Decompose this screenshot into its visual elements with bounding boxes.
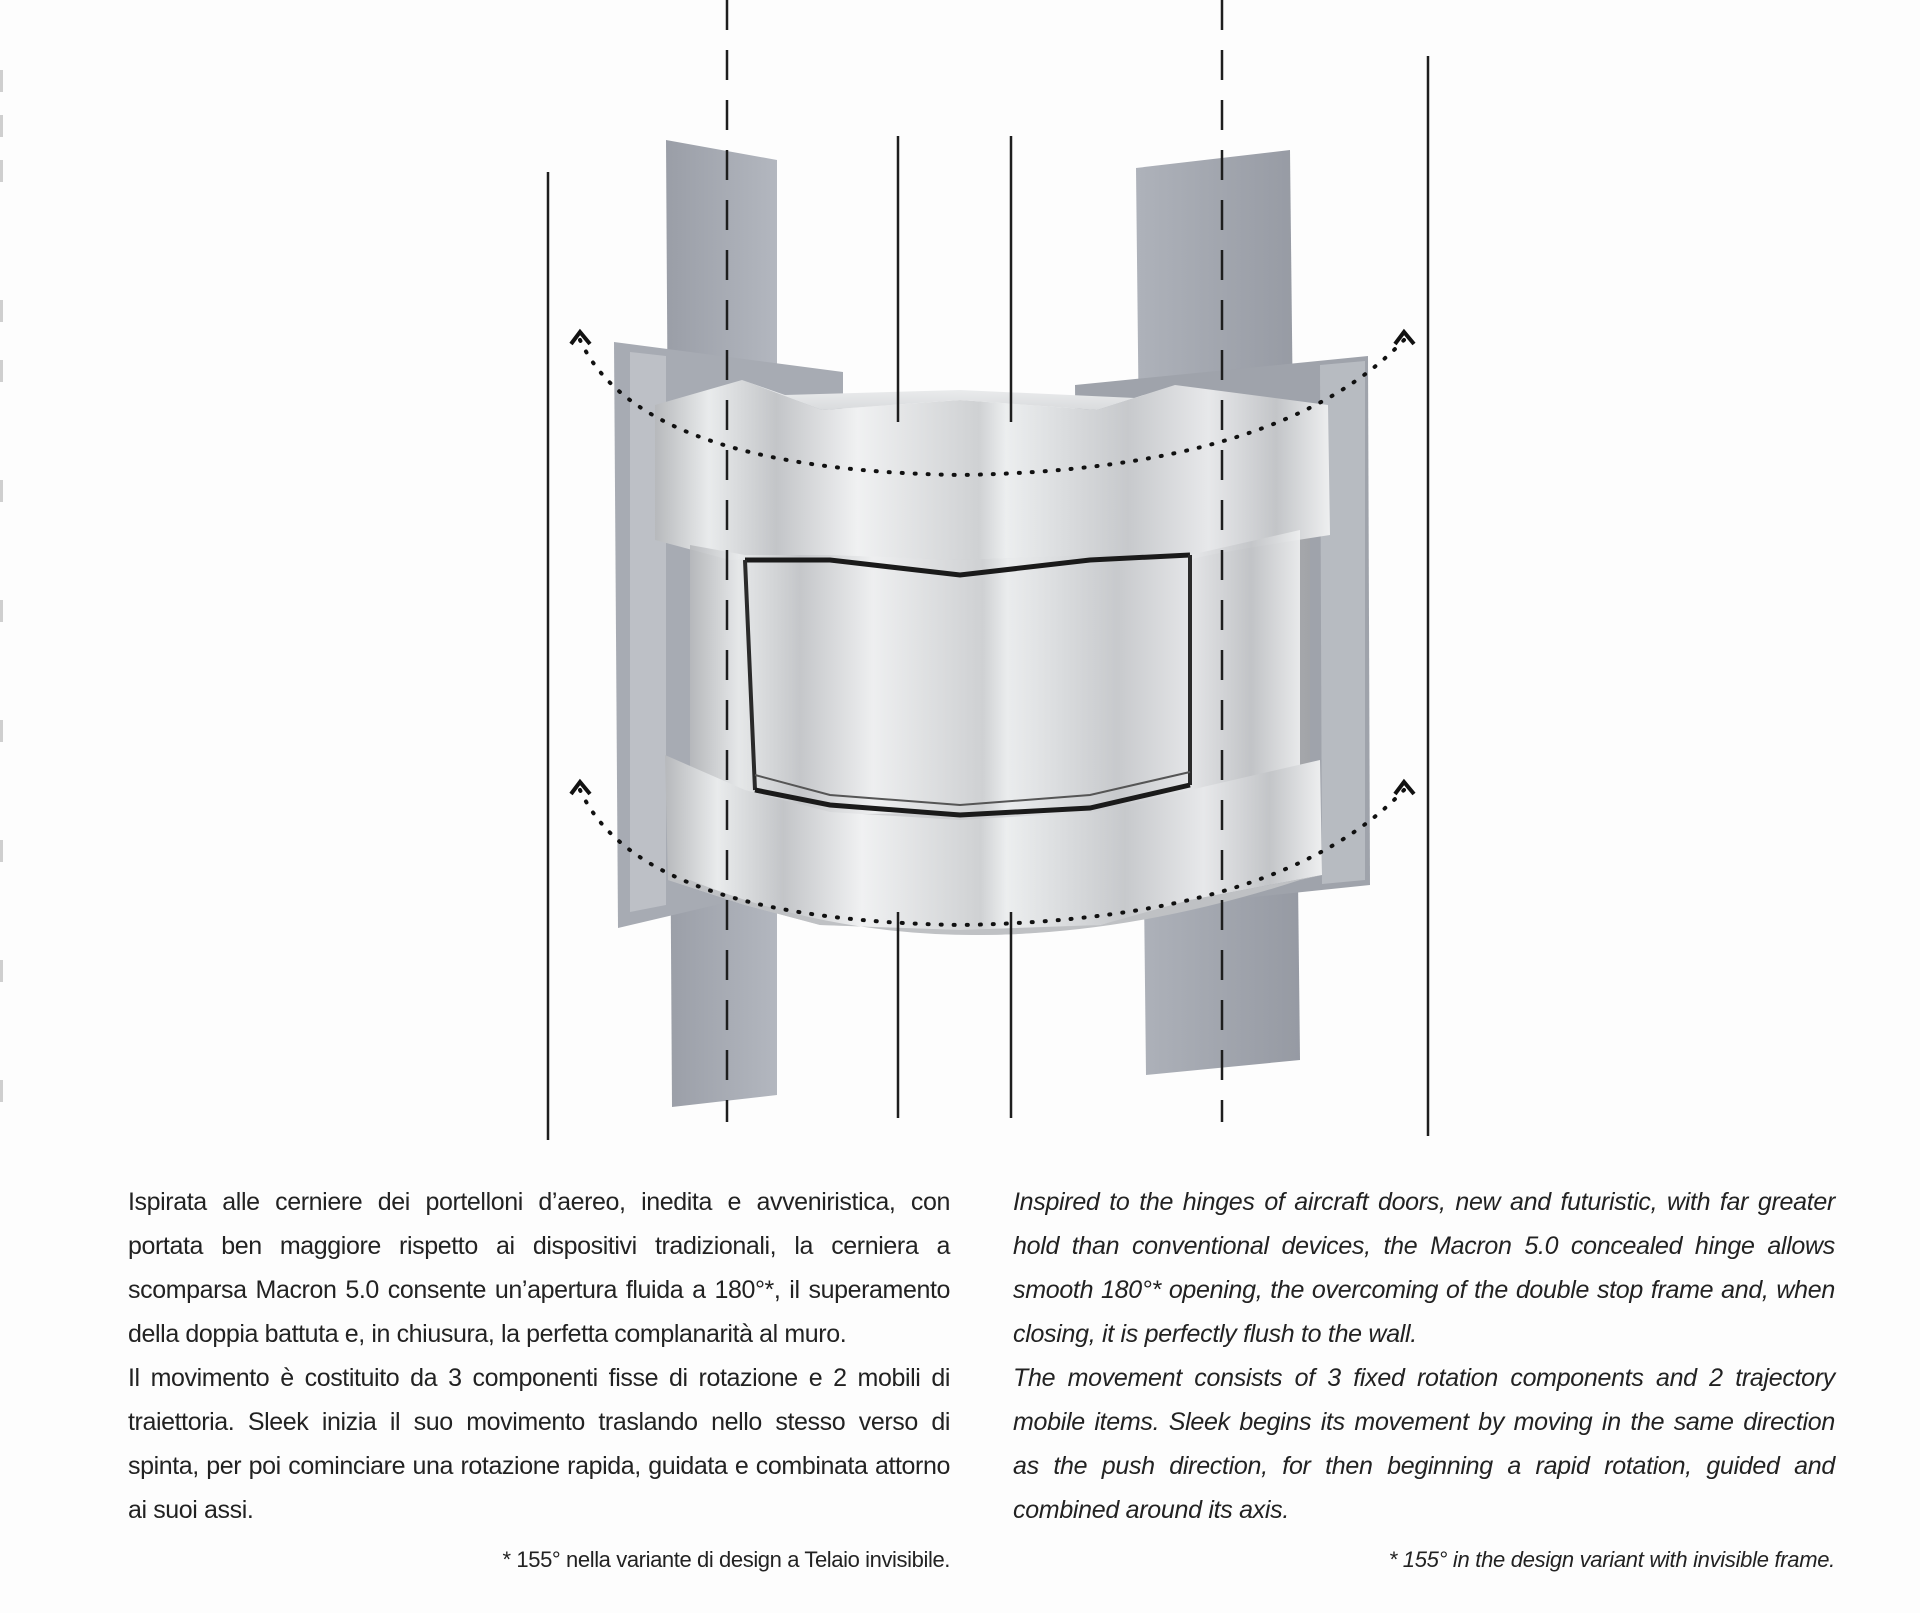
english-description bbox=[1013, 1180, 1835, 1582]
italian-paragraph-1: Ispirata alle cerniere dei portelloni d’aereo, inedita e avveniristica, con portata ben maggiore rispetto ai dispositivi tradizionali, la cerniera a scomparsa Macron 5.0 consente un’apertura fluida a 180°*, il superamento della doppia battuta e, in chiusura, la perfetta complanarità al muro. bbox=[128, 1188, 950, 1348]
english-footnote: * 155° in the design variant with invisible frame. bbox=[1388, 1547, 1835, 1572]
italian-paragraph-2: Il movimento è costituito da 3 componenti fisse di rotazione e 2 mobili di traiettoria. Sleek inizia il suo movimento traslando nello stesso verso di spinta, per poi cominciare una rotazione rapida, guidata e combinata attorno ai suoi assi. bbox=[128, 1364, 950, 1524]
hinge-body bbox=[655, 380, 1330, 935]
italian-description bbox=[128, 1180, 950, 1582]
italian-footnote: * 155° nella variante di design a Telaio invisibile. bbox=[502, 1547, 950, 1572]
english-paragraph-2: The movement consists of 3 fixed rotation components and 2 trajectory mobile items. Sleek begins its movement by moving in the same direction as the push direction, for then beginning a rapid rotation, guided and combined around its axis. bbox=[1013, 1364, 1835, 1524]
english-paragraph-1: Inspired to the hinges of aircraft doors, new and futuristic, with far greater hold than conventional devices, the Macron 5.0 concealed hinge allows smooth 180°* opening, the overcoming of the double stop frame and, when closing, it is perfectly flush to the wall. bbox=[1013, 1188, 1835, 1348]
